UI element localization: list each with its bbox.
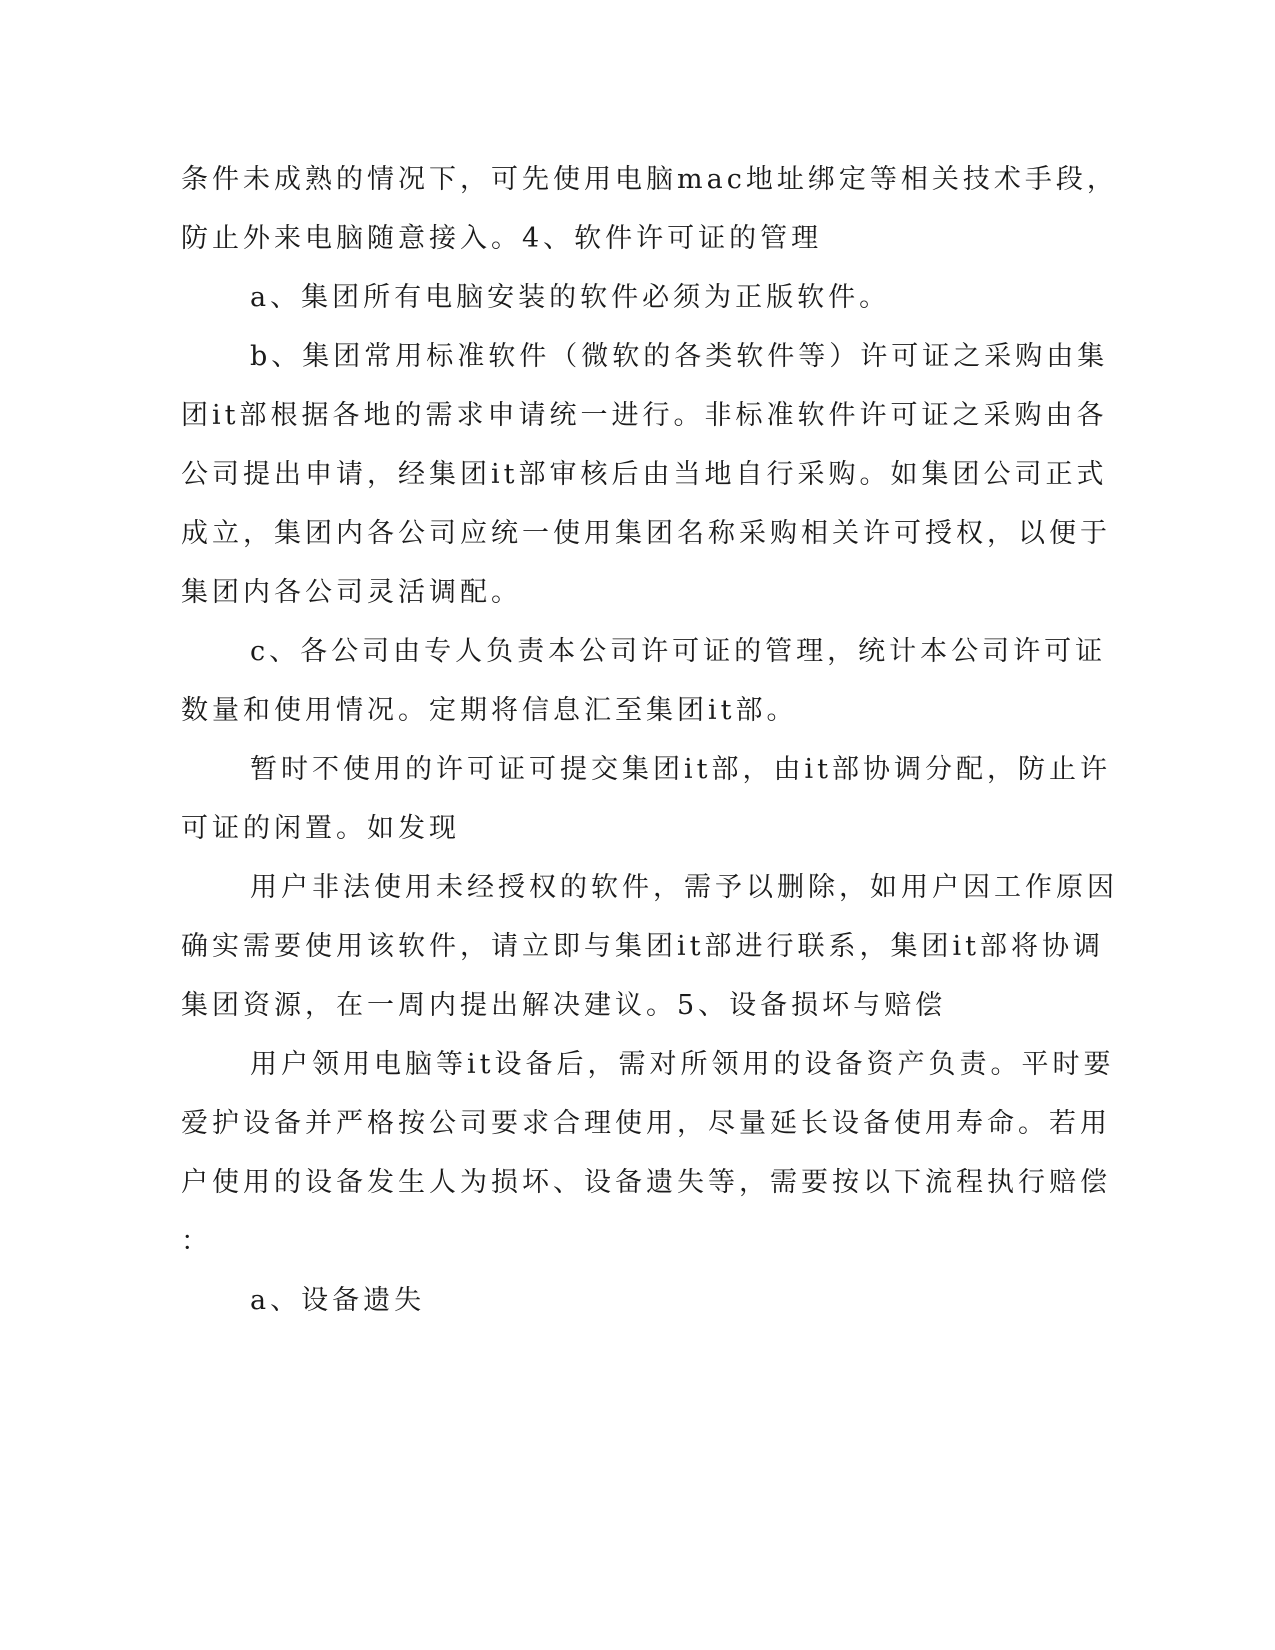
text-line: 数量和使用情况。定期将信息汇至集团it部。 — [181, 695, 798, 726]
text-line: 暂时不使用的许可证可提交集团it部，由it部协调分配，防止许 — [250, 754, 1111, 785]
text-line: 用户领用电脑等it设备后，需对所领用的设备资产负责。平时要 — [250, 1049, 1115, 1080]
text-line: 户使用的设备发生人为损坏、设备遗失等，需要按以下流程执行赔偿 — [181, 1167, 1111, 1198]
text-line: 公司提出申请，经集团it部审核后由当地自行采购。如集团公司正式 — [181, 459, 1108, 490]
text-line: 可证的闲置。如发现 — [181, 813, 460, 844]
text-line: 成立，集团内各公司应统一使用集团名称采购相关许可授权，以便于 — [181, 518, 1111, 549]
text-line: b、集团常用标准软件（微软的各类软件等）许可证之采购由集 — [250, 341, 1109, 372]
text-line: 确实需要使用该软件，请立即与集团it部进行联系，集团it部将协调 — [181, 931, 1104, 962]
text-line: 集团资源，在一周内提出解决建议。5、设备损坏与赔偿 — [181, 990, 947, 1021]
text-line: 防止外来电脑随意接入。4、软件许可证的管理 — [181, 223, 823, 254]
text-line: a、集团所有电脑安装的软件必须为正版软件。 — [250, 282, 891, 313]
text-line: 爱护设备并严格按公司要求合理使用，尽量延长设备使用寿命。若用 — [181, 1108, 1111, 1139]
text-line: c、各公司由专人负责本公司许可证的管理，统计本公司许可证 — [250, 636, 1107, 667]
text-line: ： — [181, 1226, 212, 1257]
text-line: 团it部根据各地的需求申请统一进行。非标准软件许可证之采购由各 — [181, 400, 1108, 431]
text-line: 条件未成熟的情况下，可先使用电脑mac地址绑定等相关技术手段， — [181, 164, 1118, 195]
text-line: 用户非法使用未经授权的软件，需予以删除，如用户因工作原因 — [250, 872, 1118, 903]
text-line: 集团内各公司灵活调配。 — [181, 577, 522, 608]
text-line: a、设备遗失 — [250, 1285, 426, 1316]
